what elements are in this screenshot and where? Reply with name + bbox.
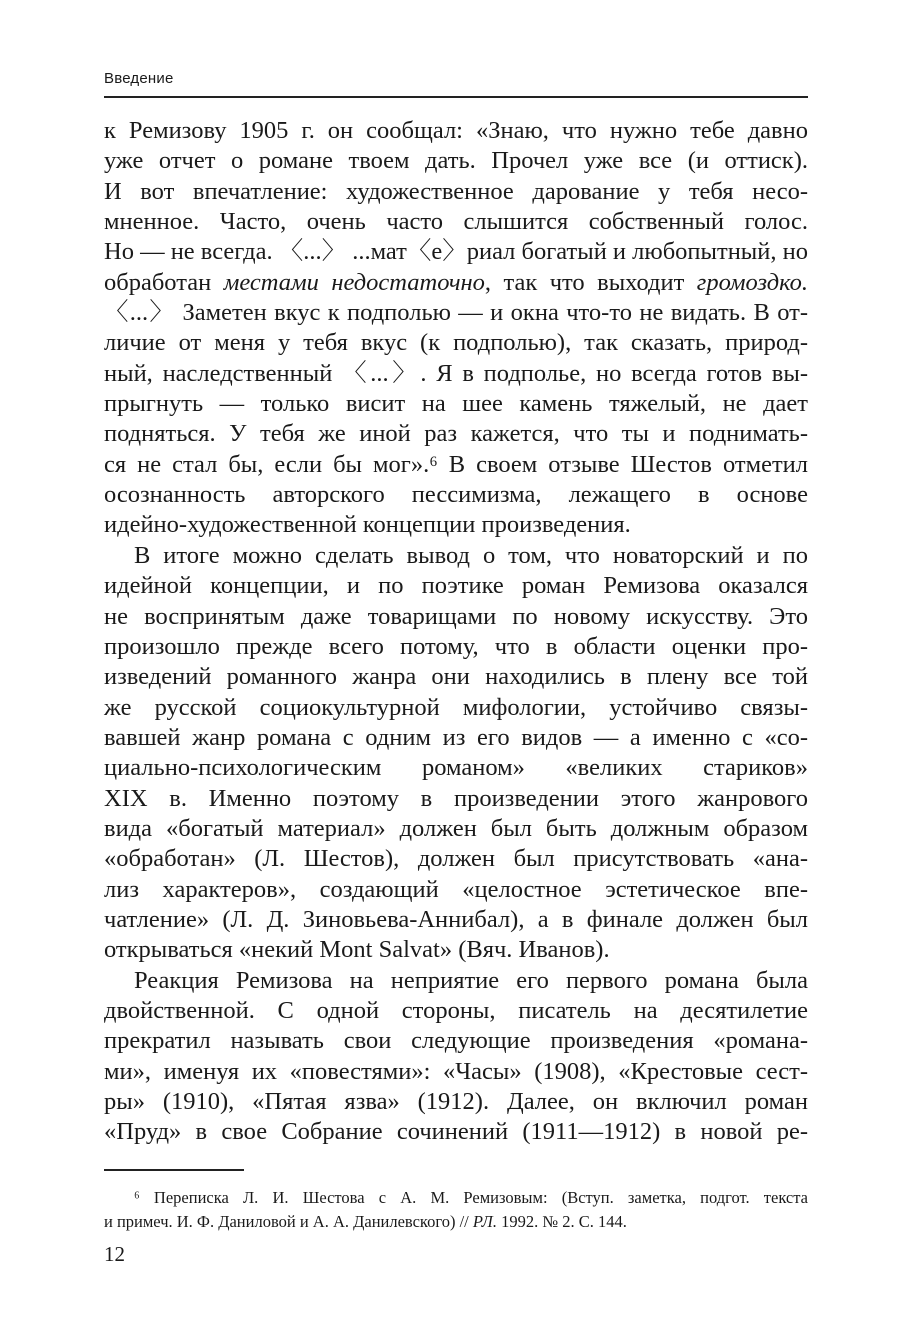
text-line: к Ремизову 1905 г. он сообщал: «Знаю, что нужно тебе давно: [104, 117, 808, 144]
text-line: вавшей жанр романа с одним из его видов — а именно с «со-: [104, 723, 808, 751]
text-line: лиз характеров», создающий «целостное эстетическое впе-: [104, 875, 808, 903]
footnote: [104, 1186, 808, 1234]
text-segment: 1992. № 2. С. 144.: [496, 1212, 627, 1231]
text-line: ный, наследственный 〈...〉. Я в подполье, но всегда готов вы-: [104, 359, 808, 387]
text-segment: и примеч. И. Ф. Даниловой и А. А. Данилевского) //: [104, 1212, 473, 1231]
text-line: ми», именуя их «повестями»: «Часы» (1908), «Крестовые сест-: [104, 1057, 808, 1085]
text-segment: , так что выходит: [484, 268, 697, 296]
italic-text: местами недостаточно: [223, 268, 485, 296]
text-line: И вот впечатление: художественное дарование у тебя несо-: [104, 177, 808, 205]
body-text: [104, 116, 808, 1148]
text-line: не воспринятым даже товарищами по новому искусству. Это: [104, 602, 808, 630]
text-line: чатление» (Л. Д. Зиновьева-Аннибал), а в финале должен был: [104, 905, 808, 933]
text-line: открываться «некий Mont Salvat» (Вяч. Иванов).: [104, 936, 610, 964]
text-line: прекратил называть свои следующие произведения «романа-: [104, 1027, 808, 1055]
text-line: «обработан» (Л. Шестов), должен был присутствовать «ана-: [104, 845, 808, 873]
header-rule: [104, 96, 808, 98]
text-line: уже отчет о романе твоем дать. Прочел уже все (и оттиск).: [104, 147, 808, 175]
footnote-rule: [104, 1169, 244, 1171]
text-line: вида «богатый материал» должен был быть должным образом: [104, 814, 808, 842]
text-line: 〈...〉 Заметен вкус к подполью — и окна что-то не видать. В от-: [104, 299, 808, 327]
text-line: прыгнуть — только висит на шее камень тяжелый, не дает: [104, 390, 808, 418]
text-line: Но — не всегда. 〈...〉 ...мат〈е〉риал богатый и любопытный, но: [104, 238, 808, 266]
italic-text: громоздко.: [696, 268, 808, 296]
text-line: изведений романного жанра они находились в плену все той: [104, 663, 808, 691]
text-line: циально-психологическим романом» «великих стариков»: [104, 754, 808, 782]
text-segment: обработан: [104, 268, 224, 296]
text-line: подняться. У тебя же иной раз кажется, что ты и поднимать-: [104, 420, 808, 448]
text-line: [104, 1186, 808, 1210]
running-head: Введение: [104, 70, 174, 87]
text-line: двойственной. С одной стороны, писатель на десятилетие: [104, 996, 808, 1024]
text-line: идейной концепции, и по поэтике роман Ремизова оказался: [104, 572, 808, 600]
text-line: «Пруд» в свое Собрание сочинений (1911—1912) в новой ре-: [104, 1118, 808, 1146]
text-line: ся не стал бы, если бы мог».⁶ В своем отзыве Шестов отметил: [104, 450, 808, 478]
text-line: В итоге можно сделать вывод о том, что новаторский и по: [134, 541, 808, 569]
text-line: идейно-художественной концепции произведения.: [104, 511, 631, 539]
text-line: [104, 268, 808, 298]
text-line: осознанность авторского пессимизма, лежащего в основе: [104, 481, 808, 509]
text-line: мненное. Часто, очень часто слышится собственный голос.: [104, 208, 808, 236]
text-line: произошло прежде всего потому, что в области оценки про-: [104, 632, 808, 660]
text-line: [104, 1210, 808, 1234]
page-number: 12: [104, 1242, 125, 1266]
text-line: ры» (1910), «Пятая язва» (1912). Далее, он включил роман: [104, 1088, 808, 1115]
text-line: личие от меня у тебя вкус (к подполью), так сказать, природ-: [104, 329, 808, 357]
italic-text: РЛ.: [472, 1212, 497, 1231]
text-line: XIX в. Именно поэтому в произведении этого жанрового: [104, 784, 808, 812]
text-line: же русской социокультурной мифологии, устойчиво связы-: [104, 693, 808, 721]
text-line: Реакция Ремизова на неприятие его первого романа была: [134, 966, 808, 994]
text-segment: ⁶ Переписка Л. И. Шестова с А. М. Ремизовым: (Вступ. заметка, подгот. текста: [134, 1188, 808, 1207]
